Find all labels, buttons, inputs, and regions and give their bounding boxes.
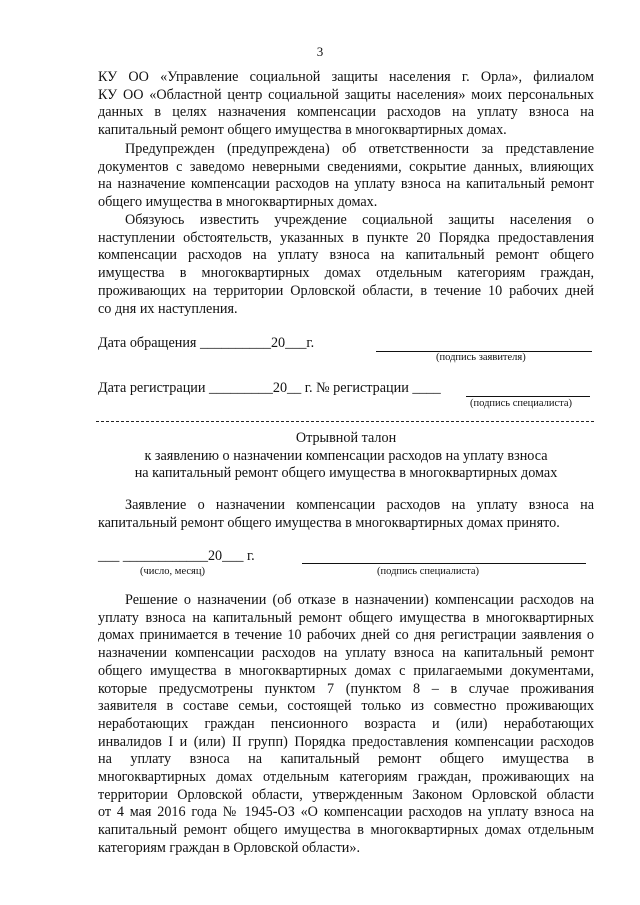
text-line: КУ ОО «Областной центр социальной защиты населения» моих персональных xyxy=(98,86,594,103)
text-line: проживающих на территории Орловской области, в течение 10 рабочих дней xyxy=(98,282,594,299)
text-line: на уплату взноса на капитальный ремонт общего имущества в xyxy=(98,751,594,768)
text-line: назначении компенсации расходов на уплату взноса на капитальный ремонт xyxy=(98,645,594,662)
tear-off-title xyxy=(98,430,594,483)
text-line: Заявление о назначении компенсации расходов на уплату взноса на xyxy=(125,497,594,513)
decision-paragraph xyxy=(98,592,594,858)
text-line: со дня их наступления. xyxy=(98,300,238,317)
specialist-signature-line[interactable] xyxy=(466,396,590,397)
text-line: Решение о назначении (об отказе в назначении) компенсации расходов на xyxy=(125,592,594,608)
text-line: общего имущества в многоквартирных домах с прилагаемыми документами, xyxy=(98,662,594,679)
tear-off-title-text: Отрывной талон xyxy=(295,430,397,446)
registration-field[interactable]: Дата регистрации _________20__ г. № регистрации ____ xyxy=(98,380,441,396)
text-line: категориям граждан в Орловской области». xyxy=(98,839,361,856)
text-line: Предупрежден (предупреждена) об ответственности за представление xyxy=(125,141,594,157)
text-line: капитальный ремонт общего имущества в многоквартирных домах отдельным xyxy=(98,822,594,839)
tear-off-signature-caption: (подпись специалиста) xyxy=(377,566,480,577)
text-line: Обязуюсь известить учреждение социальной защиты населения о xyxy=(125,212,594,228)
request-date-field[interactable]: Дата обращения __________20___г. xyxy=(98,335,315,351)
text-line: территории Орловской области, утвержденным Законом Орловской области xyxy=(98,786,594,803)
text-line: КУ ОО «Управление социальной защиты населения г. Орла», филиалом xyxy=(98,69,594,85)
tear-off-date-field[interactable]: ___ ____________20___ г. xyxy=(98,548,255,564)
applicant-signature-caption: (подпись заявителя) xyxy=(436,352,526,363)
tear-off-date-caption: (число, месяц) xyxy=(140,566,205,577)
tear-off-cut-line xyxy=(96,421,594,422)
text-line: домах принимается в течение 10 рабочих дней со дня регистрации заявления о xyxy=(98,627,594,644)
intro-paragraph xyxy=(98,69,594,140)
text-line: инвалидов I и (или) II групп) Порядка предоставления компенсации расходов xyxy=(98,733,594,750)
text-line: многоквартирных домах отдельным категориям граждан, проживающих на xyxy=(98,769,594,786)
page-number: 3 xyxy=(316,44,324,59)
tear-off-specialist-signature-line[interactable] xyxy=(302,563,586,564)
text-line: заявителя в составе семьи, состоящей только из совместно проживающих xyxy=(98,698,594,715)
text-line: капитальный ремонт общего имущества в многоквартирных домах. xyxy=(98,122,507,139)
text-line: общего имущества в многоквартирных домах. xyxy=(98,194,378,211)
text-line: капитальный ремонт общего имущества в многоквартирных домах принято. xyxy=(98,514,560,531)
obligation-paragraph xyxy=(98,212,594,318)
text-line: неработающих граждан пенсионного возраста и (или) неработающих xyxy=(98,715,594,732)
specialist-signature-caption: (подпись специалиста) xyxy=(470,398,573,409)
text-line: уплату взноса на капитальный ремонт общего имущества в многоквартирных xyxy=(98,609,594,626)
text-line: от 4 мая 2016 года № 1945-ОЗ «О компенсации расходов на уплату взноса на xyxy=(98,804,594,821)
tear-off-accepted-paragraph xyxy=(98,497,594,532)
text-line: имущества в многоквартирных домах отдельным категориям граждан, xyxy=(98,265,594,282)
tear-off-subtitle-line: на капитальный ремонт общего имущества в многоквартирных домах xyxy=(134,465,558,482)
text-line: компенсации расходов на уплату взноса на капитальный ремонт общего xyxy=(98,247,594,264)
tear-off-subtitle-line: к заявлению о назначении компенсации расходов на уплату взноса xyxy=(144,447,548,464)
warning-paragraph xyxy=(98,141,594,212)
text-line: документов с заведомо неверными сведениями, сокрытие данных, влияющих xyxy=(98,158,594,175)
text-line: наступлении обстоятельств, указанных в пункте 20 Порядка предоставления xyxy=(98,229,594,246)
text-line: данных в целях назначения компенсации расходов на уплату взноса на xyxy=(98,104,594,121)
text-line: на назначение компенсации расходов на уплату взноса на капитальный ремонт xyxy=(98,176,594,193)
text-line: которые предусмотрены пунктом 7 (пунктом 8 – в случае проживания xyxy=(98,680,594,697)
